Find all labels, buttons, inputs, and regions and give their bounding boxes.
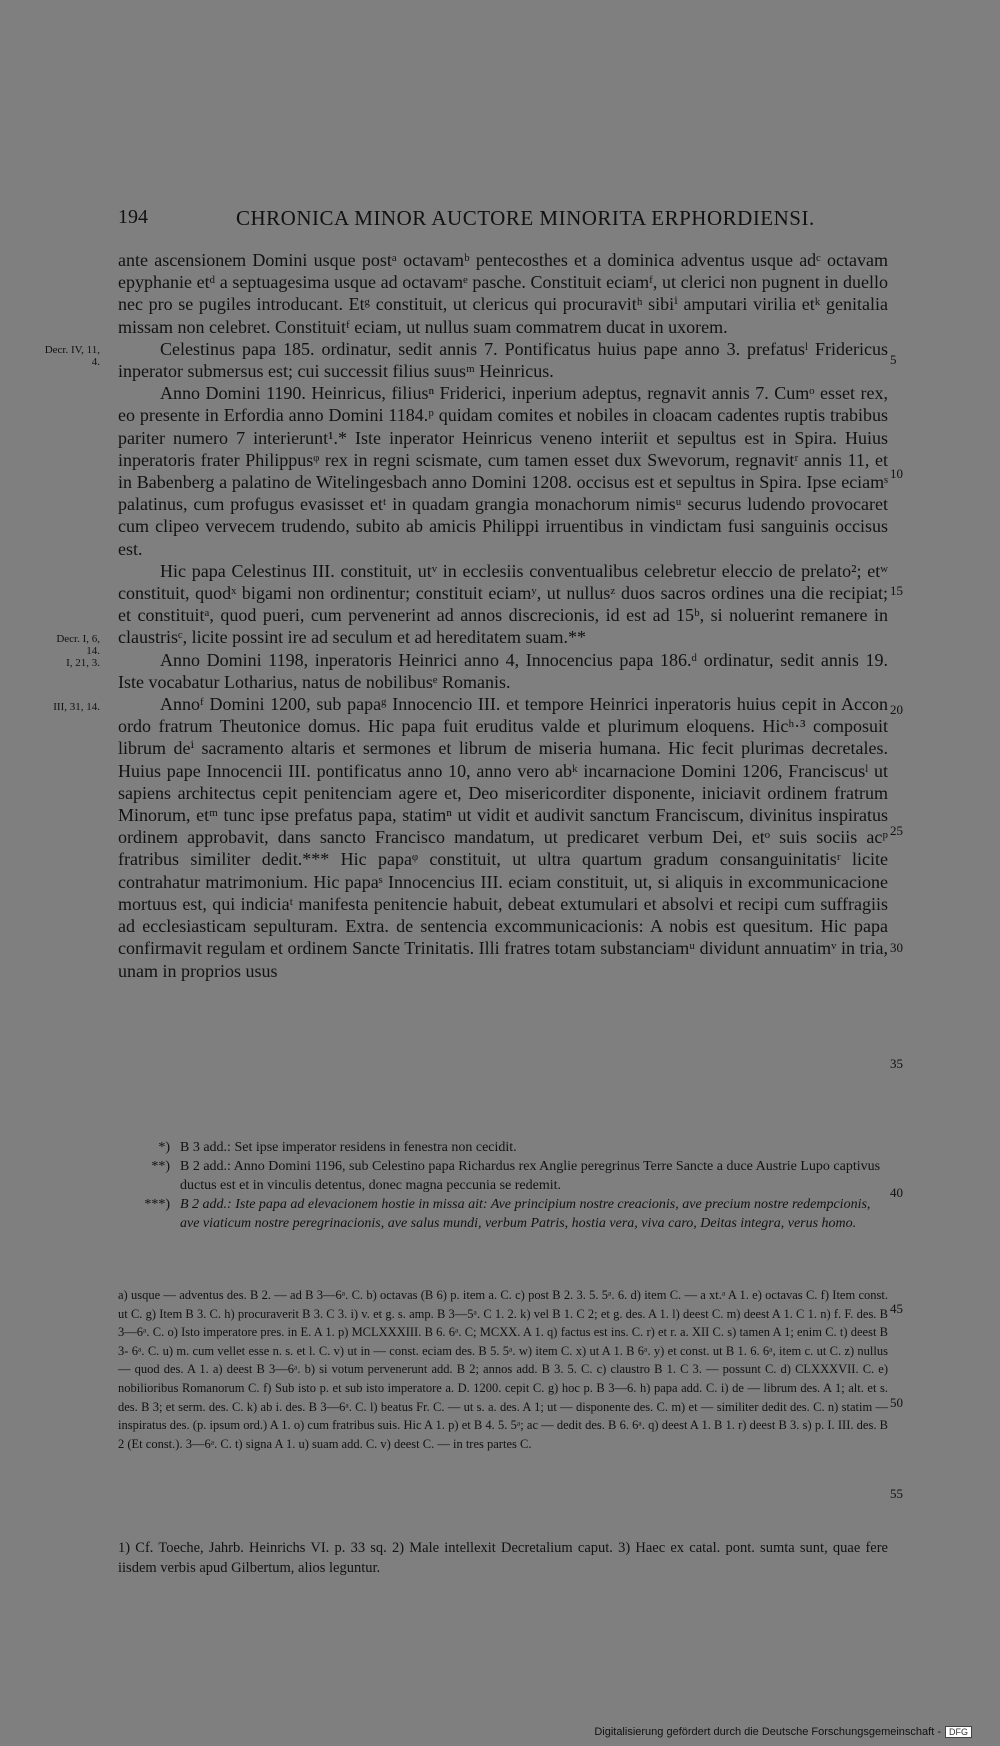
line-number: 30: [890, 940, 903, 955]
note-mark: **): [151, 1159, 170, 1174]
running-header: [118, 206, 888, 234]
margin-note: Decr. IV, 11, 4.: [44, 344, 100, 368]
asterisk-note: [118, 1138, 888, 1157]
note-text: B 3 add.: Set ipse imperator residens in fenestra non cecidit.: [180, 1140, 517, 1155]
footnotes: 1) Cf. Toeche, Jahrb. Heinrichs VI. p. 33 sq. 2) Male intellexit Decretalium caput. 3) Haec ex catal. pont. sumta sunt, quae fere iisdem verbis apud Gilbertum, alios leguntur.: [118, 1540, 888, 1576]
paragraph: Anno Domini 1198, inperatoris Heinrici anno 4, Innocencius papa 186.ᵈ ordinatur, sedit annis 19. Iste vocabatur Lotharius, natus de nobilibusᵉ Romanis.: [118, 649, 888, 692]
line-number: 45: [890, 1301, 903, 1316]
note-text: B 2 add.: Iste papa ad elevacionem hostie in missa ait: Ave principium nostre creacionis, ave precium nostre redempcionis, ave viaticum nostre peregrinacionis, ave salus mundi, verbum Patris, hostia vera, viva caro, Deitas integra, verus homo.: [180, 1197, 871, 1231]
line-number: 5: [890, 352, 897, 367]
line-number: 15: [890, 583, 903, 598]
note-mark: ***): [144, 1197, 170, 1212]
page-number: 194: [118, 206, 148, 228]
running-title: CHRONICA MINOR AUCTORE MINORITA ERPHORDIENSI.: [236, 206, 815, 230]
margin-note: I, 21, 3.: [66, 657, 100, 669]
paragraph: ante ascensionem Domini usque postᵃ octavamᵇ pentecosthes et a dominica adventus usque adᶜ octavam epyphanie etᵈ a septuagesima usque ad octavamᵉ pasche. Constituit eciamᶠ, ut clerici non pugnent in duello nec pro se pugiles introducant. Etᵍ constituit, ut clericus qui procuravitʰ sibiⁱ amputari virilia etᵏ genitalia missam non celebret. Constituitᶠ eciam, ut nullus suam commatrem ducat in uxorem.: [118, 250, 888, 337]
paragraph: Celestinus papa 185. ordinatur, sedit annis 7. Pontificatus huius pape anno 3. prefatusˡ Fridericus inperator submersus est; cui successit filius suusᵐ Heinricus.: [118, 338, 888, 382]
asterisk-note: [118, 1157, 888, 1195]
line-number: 25: [890, 823, 903, 838]
asterisk-notes: [118, 1138, 888, 1233]
line-number: 40: [890, 1185, 903, 1200]
note-text: B 2 add.: Anno Domini 1196, sub Celestino papa Richardus rex Anglie peregrinus Terre Sancte a duce Austrie Lupo captivus ductus est et in vinculis detentus, donec magna peccunia se redemit.: [180, 1159, 881, 1193]
asterisk-note: [118, 1195, 888, 1233]
paragraph: Anno Domini 1190. Heinricus, filiusⁿ Friderici, inperium adeptus, regnavit annis 7. Cumᵒ esset rex, eo presente in Erfordia anno Domini 1184.ᵖ quidam comites et nobiles in cloacam cadentes ruptis trabibus pariter numero 7 interierunt¹.* Iste inperator Heinricus veneno interiit et sepultus est in Spira. Huius inperatoris frater Philippusᵠ rex in regni scismate, cum tamen esset dux Swevorum, regnavitʳ annis 11, et in Babenberg a palatino de Witelingesbach anno Domini 1208. occisus est et sepultus in Spira. Ipse eciamˢ palatinus, cum profugus evasisset etᵗ in quadam grangia monachorum nimisᵘ securus ludendo provocaret cum clipeo vervecem trudendo, subito ab amicis Philippi irruentibus in vindictam fusi sanguinis occisus est.: [118, 383, 888, 559]
digitization-credit: [594, 1726, 972, 1738]
margin-note: Decr. I, 6, 14.: [56, 633, 100, 657]
main-text: [118, 249, 888, 982]
margin-note: III, 31, 14.: [53, 701, 100, 713]
note-mark: *): [158, 1140, 170, 1155]
line-number: 35: [890, 1056, 903, 1071]
line-number: 10: [890, 466, 903, 481]
paragraph: Hic papa Celestinus III. constituit, utᵛ in ecclesiis conventualibus celebretur eleccio de prelato²; etʷ constituit, quodˣ bigami non ordinentur; constituit eciamʸ, ut nullusᶻ duos sacros ordines una die recipiat; et constituitᵃ, quod pueri, cum pervenerint ad annos discrecionis, id est ad 15ᵇ, si noluerint remanere in claustrisᶜ, licite possint ire ad seculum et ad hereditatem suam.**: [118, 560, 888, 648]
line-number: 50: [890, 1395, 903, 1410]
line-number: 20: [890, 702, 903, 717]
dfg-logo: DFG: [945, 1726, 972, 1738]
credit-text: Digitalisierung gefördert durch die Deutsche Forschungsgemeinschaft -: [594, 1726, 941, 1738]
line-number: 55: [890, 1486, 903, 1501]
paragraph: Annoᶠ Domini 1200, sub papaᵍ Innocencio III. et tempore Heinrici inperatoris huius cepit in Accon ordo fratrum Theutonice domus. Hic papa fuit eruditus valde et plurimum eloquens. Hicʰ·³ composuit librum deⁱ sacramento altaris et sermones et librum de miseria humana. Hic fecit plurimas decretales. Huius pape Innocencii III. pontificatus anno 10, anno vero abᵏ incarnacione Domini 1206, Franciscusˡ ut sapiens architectus cepit penitenciam agere et, Deo misericorditer disponente, iniciavit ordinem fratrum Minorum, etᵐ tunc ipse prefatus papa, statimⁿ ut vidit et audivit sanctum Franciscum, divinitus inspiratus ordinem approbavit, dans sancto Francisco mandatum, ut predicaret verbum Dei, etᵒ suis sociis acᵖ fratribus similiter dedit.*** Hic papaᵠ constituit, ut ultra quartum gradum consanguinitatisʳ licite contrahatur matrimonium. Hic papaˢ Innocencius III. eciam constituit, ut, si aliquis in excommunicacione mortuus est, qui indiciaᵗ manifesta penitencie habuit, debeat extumulari et absolvi et recipi cum suffragiis ad ecclesiasticam sepulturam. Extra. de sentencia excommunicacionis: A nobis est quesitum. Hic papa confirmavit regulam et ordinem Sancte Trinitatis. Illi fratres totam substanciamᵘ dividunt annuatimᵛ in tria, unam in proprios usus: [118, 694, 888, 981]
critical-apparatus: a) usque — adventus des. B 2. — ad B 3—6ᵃ. C. b) octavas (B 6) p. item a. C. c) post B 2. 3. 5. 5ᵃ. 6. d) item C. — a xt.ᵃ A 1. e) octavas C. f) Item const. ut C. g) Item B 3. C. h) procuraverit B 3. C 3. i) v. et g. s. amp. B 3—5ᵃ. C 1. 2. k) vel B 1. C 2; et g. des. A 1. l) deest C. m) deest A 1. C 1. n) f. F. des. B 3—6ᵃ. C. o) Isto imperatore pres. in E. A 1. p) MCLXXXIII. B 6. 6ᵃ. C; MCXX. A 1. q) factus est ins. C. r) et r. a. XII C. s) tamen A 1; enim C. t) deest B 3- 6ᵃ. C. u) m. cum vellet esse n. s. et l. C. v) ut in — const. eciam des. B 5. 5ᵃ. w) item C. x) ut A 1. B 6ᵃ. y) et const. ut B 1. 6. 6ᵃ, item c. ut C. z) nullus — quod des. A 1. a) deest B 3—6ᵃ. b) si votum pervenerunt add. B 2; annos add. B 3. 5. C. c) claustro B 1. C 3. — possunt C. d) CLXXXVII. C. e) nobilioribus Romanorum C. f) Sub isto p. et sub isto imperatore a. D. 1200. cepit C. g) hoc p. B 3—6. h) papa add. C. i) de — librum des. A 1; alt. et s. des. B 3; et serm. des. C. k) ab i. des. B 3—6ᵃ. C. l) beatus Fr. C. — ut s. a. des. A 1; ut — disponente des. C. m) et — similiter dedit des. C. n) statim — inspiratus des. (p. ipsum ord.) A 1. o) cum fratribus suis. Hic A 1. p) et B 4. 5. 5ᵃ; ac — dedit des. B 6. 6ᵃ. q) deest A 1. B 1. r) deest B 3. s) p. I. III. des. B 2 (Et const.). 3—6ᵃ. C. t) signa A 1. u) suam add. C. v) deest C. — in tres partes C.: [118, 1288, 888, 1451]
